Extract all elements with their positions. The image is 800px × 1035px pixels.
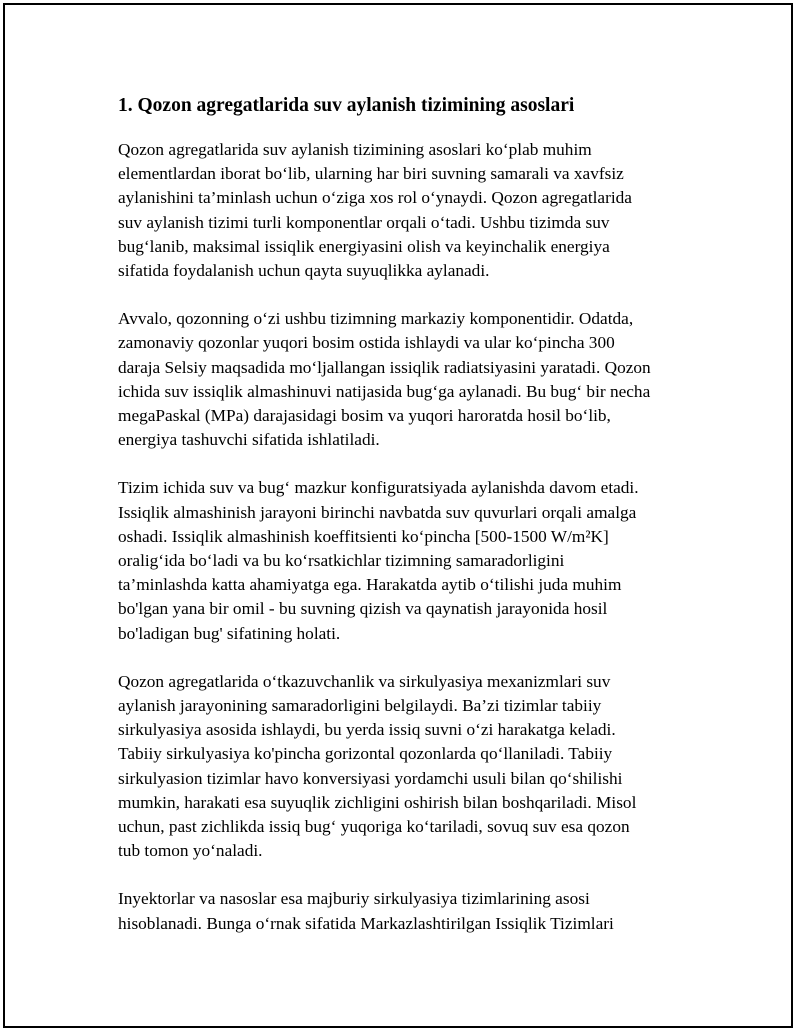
text-line: bug‘lanib, maksimal issiqlik energiyasini olish va keyinchalik energiya	[118, 236, 610, 256]
text-line: oralig‘ida bo‘ladi va bu ko‘rsatkichlar tizimning samaradorligini	[118, 551, 565, 571]
text-line: elementlardan iborat bo‘lib, ularning har biri suvning samarali va xavfsiz	[118, 164, 624, 184]
text-line: bo'lgan yana bir omil - bu suvning qizish va qaynatish jarayonida hosil	[118, 599, 608, 619]
text-line: ichida suv issiqlik almashinuvi natijasida bug‘ga aylanadi. Bu bug‘ bir necha	[118, 381, 651, 401]
text-line: Avvalo, qozonning o‘zi ushbu tizimning markaziy komponentidir. Odatda,	[118, 309, 634, 329]
text-line: sirkulyasion tizimlar havo konversiyasi yordamchi usuli bilan qo‘shilishi	[118, 768, 623, 788]
text-line: mumkin, harakati esa suyuqlik zichligini oshirish bilan boshqariladi. Misol	[118, 792, 637, 812]
text-line: ta’minlashda katta ahamiyatga ega. Harakatda aytib o‘tilishi juda muhim	[118, 575, 622, 595]
paragraph-1	[118, 138, 678, 283]
text-line: hisoblanadi. Bunga o‘rnak sifatida Markazlashtirilgan Issiqlik Tizimlari	[118, 913, 614, 933]
text-line: suv aylanish tizimi turli komponentlar orqali o‘tadi. Ushbu tizimda suv	[118, 212, 610, 232]
section-heading: 1. Qozon agregatlarida suv aylanish tizimining asoslari	[118, 95, 575, 116]
text-line: Qozon agregatlarida suv aylanish tizimining asoslari ko‘plab muhim	[118, 140, 592, 159]
text-line: aylanishini ta’minlash uchun o‘ziga xos rol o‘ynaydi. Qozon agregatlarida	[118, 188, 632, 208]
text-line: Tabiiy sirkulyasiya ko'pincha gorizontal qozonlarda qo‘llaniladi. Tabiiy	[118, 744, 613, 764]
text-line: uchun, past zichlikda issiq bug‘ yuqoriga ko‘tariladi, sovuq suv esa qozon	[118, 817, 630, 837]
document-body	[118, 92, 678, 960]
text-line: energiya tashuvchi sifatida ishlatiladi.	[118, 430, 380, 450]
text-line: aylanish jarayonining samaradorligini belgilaydi. Ba’zi tizimlar tabiiy	[118, 696, 602, 716]
text-line: Inyektorlar va nasoslar esa majburiy sirkulyasiya tizimlarining asosi	[118, 889, 590, 909]
text-line: Qozon agregatlarida o‘tkazuvchanlik va sirkulyasiya mexanizmlari suv	[118, 671, 611, 691]
text-line: Issiqlik almashinish jarayoni birinchi navbatda suv quvurlari orqali amalga	[118, 502, 637, 522]
paragraph-3	[118, 476, 678, 645]
text-line: bo'ladigan bug' sifatining holati.	[118, 623, 341, 643]
text-line: daraja Selsiy maqsadida mo‘ljallangan issiqlik radiatsiyasini yaratadi. Qozon	[118, 357, 651, 377]
text-line: tub tomon yo‘naladi.	[118, 841, 263, 861]
text-line: sirkulyasiya asosida ishlaydi, bu yerda issiq suvni o‘zi harakatga keladi.	[118, 720, 616, 740]
paragraph-5	[118, 887, 678, 935]
text-line: Tizim ichida suv va bug‘ mazkur konfiguratsiyada aylanishda davom etadi.	[118, 478, 639, 498]
text-line: oshadi. Issiqlik almashinish koeffitsienti ko‘pincha [500-1500 W/m²K]	[118, 526, 609, 546]
paragraph-4	[118, 670, 678, 864]
text-line: megaPaskal (MPa) darajasidagi bosim va yuqori haroratda hosil bo‘lib,	[118, 406, 611, 426]
text-line: sifatida foydalanish uchun qayta suyuqlikka aylanadi.	[118, 261, 490, 281]
paragraph-2	[118, 307, 678, 452]
text-line: zamonaviy qozonlar yuqori bosim ostida ishlaydi va ular ko‘pincha 300	[118, 333, 615, 353]
